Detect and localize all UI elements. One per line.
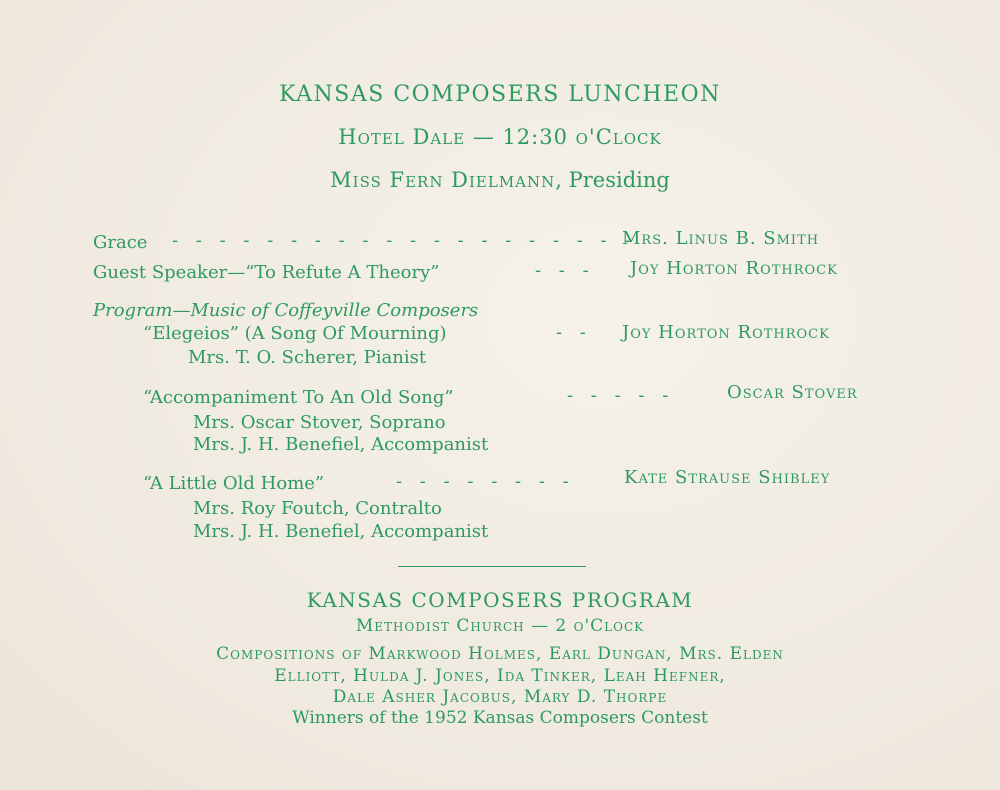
song-1-title: “Elegeios” (A Song Of Mourning) <box>143 323 447 344</box>
song-1-performer-1: Mrs. T. O. Scherer, Pianist <box>188 347 427 368</box>
grace-label: Grace <box>93 232 148 253</box>
presiding-name: Miss Fern Dielmann <box>330 168 556 192</box>
compositions-line-2: Elliott, Hulda J. Jones, Ida Tinker, Leah Hefner, <box>274 666 726 686</box>
section-divider <box>398 566 586 567</box>
song-3-performer-1: Mrs. Roy Foutch, Contralto <box>193 498 442 519</box>
presiding-suffix: , Presiding <box>555 168 670 192</box>
compositions-line-3: Dale Asher Jacobus, Mary D. Thorpe <box>332 687 668 707</box>
luncheon-title: KANSAS COMPOSERS LUNCHEON <box>279 82 721 107</box>
compositions-line-1: Compositions of Markwood Holmes, Earl Dungan, Mrs. Elden <box>216 644 784 664</box>
song-1-composer: Joy Horton Rothrock <box>622 322 830 343</box>
song-1-leader: - - <box>556 322 592 343</box>
speaker-label: Guest Speaker—“To Refute A Theory” <box>93 262 440 283</box>
afternoon-location: Methodist Church — 2 o'Clock <box>355 616 645 636</box>
song-2-performer-1: Mrs. Oscar Stover, Soprano <box>193 412 446 433</box>
song-3-title: “A Little Old Home” <box>143 473 325 494</box>
song-2-title: “Accompaniment To An Old Song” <box>143 387 454 408</box>
luncheon-location: Hotel Dale — 12:30 o'Clock <box>338 125 662 149</box>
song-3-leader: - - - - - - - - <box>396 471 575 492</box>
song-3-performer-2: Mrs. J. H. Benefiel, Accompanist <box>193 521 489 542</box>
speaker-leader: - - - <box>535 260 595 281</box>
speaker-person: Joy Horton Rothrock <box>630 258 838 279</box>
grace-person: Mrs. Linus B. Smith <box>622 228 820 249</box>
song-2-leader: - - - - - <box>567 385 675 406</box>
grace-leader: - - - - - - - - - - - - - - - - - - - - <box>172 230 637 251</box>
contest-winners: Winners of the 1952 Kansas Composers Contest <box>292 708 708 728</box>
afternoon-title: KANSAS COMPOSERS PROGRAM <box>306 588 694 612</box>
program-heading: Program—Music of Coffeyville Composers <box>93 300 479 321</box>
luncheon-presiding <box>0 168 1000 192</box>
song-3-composer: Kate Strause Shibley <box>624 467 831 488</box>
song-2-performer-2: Mrs. J. H. Benefiel, Accompanist <box>193 434 489 455</box>
song-2-composer: Oscar Stover <box>727 382 858 403</box>
